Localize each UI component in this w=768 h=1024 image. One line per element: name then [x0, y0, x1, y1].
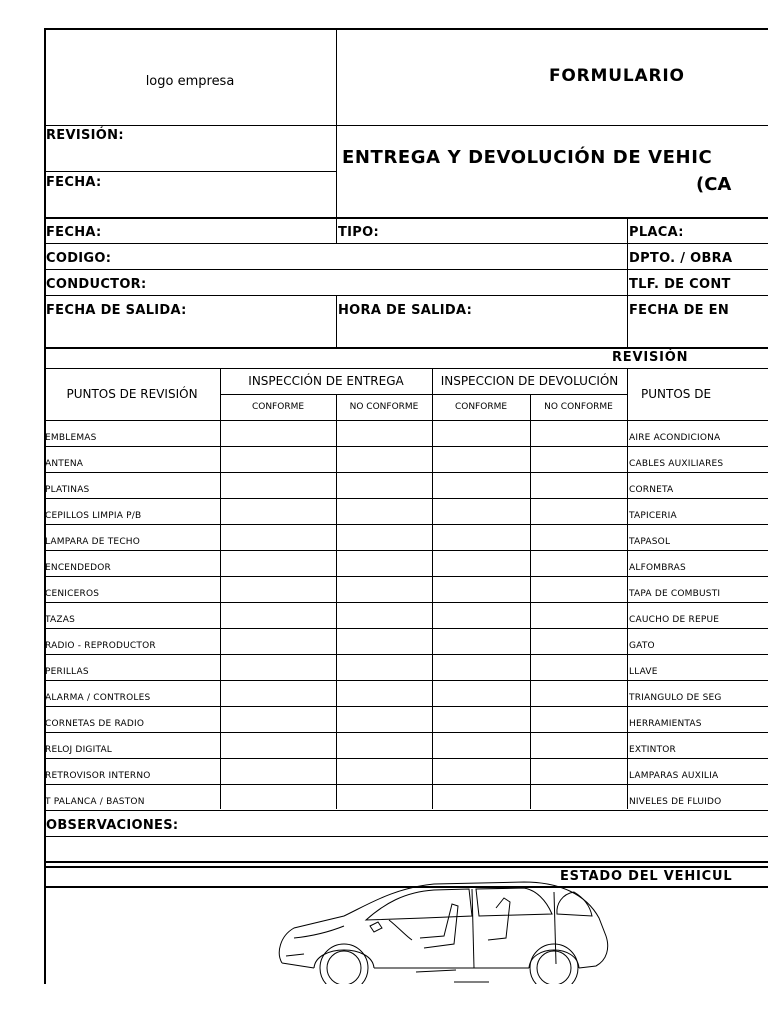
- check-cell-devolucion-conforme[interactable]: [432, 680, 530, 706]
- divider: [44, 269, 768, 270]
- check-cell-entrega-no-conforme[interactable]: [336, 472, 432, 498]
- divider: [220, 368, 221, 809]
- fecha-entrada-label: FECHA DE EN: [629, 303, 730, 318]
- revision-item-right: TAPASOL: [629, 537, 671, 547]
- check-cell-entrega-conforme[interactable]: [220, 498, 336, 524]
- revision-section-title: REVISIÓN: [612, 350, 689, 365]
- divider: [44, 861, 768, 863]
- revision-item-right: GATO: [629, 641, 655, 651]
- dpto-field-label: DPTO. / OBRA: [629, 251, 733, 266]
- check-cell-devolucion-conforme[interactable]: [432, 446, 530, 472]
- check-cell-devolucion-conforme[interactable]: [432, 628, 530, 654]
- check-cell-entrega-conforme[interactable]: [220, 420, 336, 446]
- check-cell-entrega-conforme[interactable]: [220, 472, 336, 498]
- revision-item-right: TAPICERIA: [629, 511, 677, 521]
- revision-item-left: CORNETAS DE RADIO: [45, 719, 145, 729]
- revision-label: REVISIÓN:: [46, 128, 124, 143]
- revision-item-right: LAMPARAS AUXILIA: [629, 771, 719, 781]
- divider: [44, 125, 768, 126]
- divider: [432, 368, 433, 809]
- divider: [336, 28, 337, 218]
- divider: [44, 836, 768, 837]
- tlf-field-label: TLF. DE CONT: [629, 277, 731, 292]
- divider: [44, 171, 336, 172]
- revision-item-left: CENICEROS: [45, 589, 100, 599]
- check-cell-entrega-no-conforme[interactable]: [336, 576, 432, 602]
- revision-item-right: NIVELES DE FLUIDO: [629, 797, 722, 807]
- revision-item-right: TRIANGULO DE SEG: [629, 693, 722, 703]
- revision-item-right: CORNETA: [629, 485, 674, 495]
- check-cell-devolucion-no-conforme[interactable]: [530, 446, 627, 472]
- revision-item-left: ALARMA / CONTROLES: [45, 693, 151, 703]
- check-cell-entrega-conforme[interactable]: [220, 784, 336, 810]
- check-cell-entrega-no-conforme[interactable]: [336, 524, 432, 550]
- revision-item-right: AIRE ACONDICIONA: [629, 433, 721, 443]
- check-cell-devolucion-no-conforme[interactable]: [530, 732, 627, 758]
- divider: [44, 866, 768, 868]
- check-cell-entrega-no-conforme[interactable]: [336, 602, 432, 628]
- divider: [336, 218, 337, 244]
- revision-item-left: RADIO - REPRODUCTOR: [45, 641, 156, 651]
- observaciones-label: OBSERVACIONES:: [46, 818, 179, 833]
- divider: [44, 295, 768, 296]
- devolucion-no-conforme-header: NO CONFORME: [544, 402, 613, 412]
- check-cell-devolucion-conforme[interactable]: [432, 576, 530, 602]
- revision-item-left: ENCENDEDOR: [45, 563, 112, 573]
- check-cell-entrega-no-conforme[interactable]: [336, 680, 432, 706]
- header-fecha-label: FECHA:: [46, 175, 102, 190]
- check-cell-entrega-no-conforme[interactable]: [336, 628, 432, 654]
- revision-item-right: TAPA DE COMBUSTI: [629, 589, 721, 599]
- check-cell-entrega-no-conforme[interactable]: [336, 706, 432, 732]
- check-cell-entrega-conforme[interactable]: [220, 680, 336, 706]
- revision-item-left: CEPILLOS LIMPIA P/B: [45, 511, 142, 521]
- check-cell-devolucion-no-conforme[interactable]: [530, 706, 627, 732]
- check-cell-entrega-conforme[interactable]: [220, 628, 336, 654]
- revision-item-left: TAZAS: [45, 615, 75, 625]
- devolucion-conforme-header: CONFORME: [454, 402, 508, 412]
- check-cell-devolucion-conforme[interactable]: [432, 602, 530, 628]
- entrega-no-conforme-header: NO CONFORME: [349, 402, 419, 412]
- check-cell-devolucion-no-conforme[interactable]: [530, 758, 627, 784]
- check-cell-devolucion-conforme[interactable]: [432, 524, 530, 550]
- entrega-conforme-header: CONFORME: [251, 402, 305, 412]
- check-cell-entrega-conforme[interactable]: [220, 602, 336, 628]
- check-cell-devolucion-no-conforme[interactable]: [530, 602, 627, 628]
- check-cell-entrega-conforme[interactable]: [220, 446, 336, 472]
- divider: [44, 28, 768, 30]
- check-cell-devolucion-conforme[interactable]: [432, 420, 530, 446]
- revision-item-left: RETROVISOR INTERNO: [45, 771, 151, 781]
- car-outline-icon: [274, 878, 614, 984]
- check-cell-entrega-no-conforme[interactable]: [336, 498, 432, 524]
- check-cell-devolucion-no-conforme[interactable]: [530, 680, 627, 706]
- check-cell-devolucion-no-conforme[interactable]: [530, 784, 627, 810]
- puntos-revision-right-header: PUNTOS DE: [641, 387, 712, 401]
- divider: [44, 347, 768, 349]
- revision-item-left: PERILLAS: [45, 667, 89, 677]
- fecha-salida-label: FECHA DE SALIDA:: [46, 303, 187, 318]
- revision-item-right: CABLES AUXILIARES: [629, 459, 724, 469]
- revision-item-right: EXTINTOR: [629, 745, 677, 755]
- revision-item-left: PLATINAS: [45, 485, 90, 495]
- hora-salida-label: HORA DE SALIDA:: [338, 303, 473, 318]
- conductor-field-label: CONDUCTOR:: [46, 277, 147, 292]
- divider: [530, 394, 531, 809]
- revision-item-left: ANTENA: [45, 459, 84, 469]
- check-cell-entrega-conforme[interactable]: [220, 732, 336, 758]
- revision-item-left: EMBLEMAS: [45, 433, 97, 443]
- revision-item-right: LLAVE: [629, 667, 658, 677]
- codigo-field-label: CODIGO:: [46, 251, 112, 266]
- form-sheet: [44, 28, 768, 984]
- check-cell-entrega-conforme[interactable]: [220, 524, 336, 550]
- estado-vehiculo-title: ESTADO DEL VEHICUL: [560, 869, 733, 884]
- check-cell-devolucion-conforme[interactable]: [432, 472, 530, 498]
- divider: [336, 394, 337, 809]
- check-cell-devolucion-conforme[interactable]: [432, 706, 530, 732]
- puntos-revision-header: PUNTOS DE REVISIÓN: [66, 387, 198, 401]
- check-cell-entrega-no-conforme[interactable]: [336, 550, 432, 576]
- check-cell-devolucion-no-conforme[interactable]: [530, 654, 627, 680]
- check-cell-entrega-no-conforme[interactable]: [336, 784, 432, 810]
- check-cell-devolucion-no-conforme[interactable]: [530, 524, 627, 550]
- check-cell-devolucion-conforme[interactable]: [432, 550, 530, 576]
- check-cell-entrega-conforme[interactable]: [220, 550, 336, 576]
- check-cell-devolucion-no-conforme[interactable]: [530, 420, 627, 446]
- divider: [336, 296, 337, 348]
- check-cell-entrega-no-conforme[interactable]: [336, 420, 432, 446]
- inspeccion-entrega-header: INSPECCIÓN DE ENTREGA: [248, 374, 404, 388]
- revision-item-right: CAUCHO DE REPUE: [629, 615, 720, 625]
- doc-title-line2: (CA: [696, 174, 732, 195]
- check-cell-entrega-no-conforme[interactable]: [336, 732, 432, 758]
- check-cell-devolucion-no-conforme[interactable]: [530, 498, 627, 524]
- doc-title: ENTREGA Y DEVOLUCIÓN DE VEHIC: [342, 147, 713, 168]
- check-cell-entrega-no-conforme[interactable]: [336, 446, 432, 472]
- revision-item-left: LAMPARA DE TECHO: [45, 537, 141, 547]
- fecha-field-label: FECHA:: [46, 225, 102, 240]
- check-cell-devolucion-no-conforme[interactable]: [530, 472, 627, 498]
- check-cell-devolucion-conforme[interactable]: [432, 654, 530, 680]
- revision-item-left: T PALANCA / BASTON: [45, 797, 145, 807]
- check-cell-entrega-conforme[interactable]: [220, 706, 336, 732]
- check-cell-entrega-no-conforme[interactable]: [336, 758, 432, 784]
- revision-item-right: HERRAMIENTAS: [629, 719, 702, 729]
- inspeccion-devolucion-header: INSPECCION DE DEVOLUCIÓN: [440, 374, 619, 388]
- divider: [627, 218, 628, 348]
- check-cell-devolucion-conforme[interactable]: [432, 732, 530, 758]
- check-cell-devolucion-conforme[interactable]: [432, 784, 530, 810]
- divider: [627, 368, 628, 809]
- revision-item-left: RELOJ DIGITAL: [45, 745, 113, 755]
- check-cell-devolucion-no-conforme[interactable]: [530, 628, 627, 654]
- divider: [44, 810, 768, 811]
- tipo-field-label: TIPO:: [338, 225, 379, 240]
- check-cell-entrega-conforme[interactable]: [220, 654, 336, 680]
- divider: [44, 368, 768, 369]
- check-cell-devolucion-conforme[interactable]: [432, 758, 530, 784]
- form-title: FORMULARIO: [549, 66, 685, 86]
- divider: [220, 394, 627, 395]
- divider: [44, 243, 768, 244]
- check-cell-devolucion-no-conforme[interactable]: [530, 576, 627, 602]
- divider: [44, 217, 768, 219]
- placa-field-label: PLACA:: [629, 225, 684, 240]
- revision-item-right: ALFOMBRAS: [629, 563, 686, 573]
- check-cell-devolucion-conforme[interactable]: [432, 498, 530, 524]
- logo-placeholder: logo empresa: [145, 74, 235, 89]
- check-cell-entrega-conforme[interactable]: [220, 758, 336, 784]
- check-cell-devolucion-no-conforme[interactable]: [530, 550, 627, 576]
- check-cell-entrega-no-conforme[interactable]: [336, 654, 432, 680]
- check-cell-entrega-conforme[interactable]: [220, 576, 336, 602]
